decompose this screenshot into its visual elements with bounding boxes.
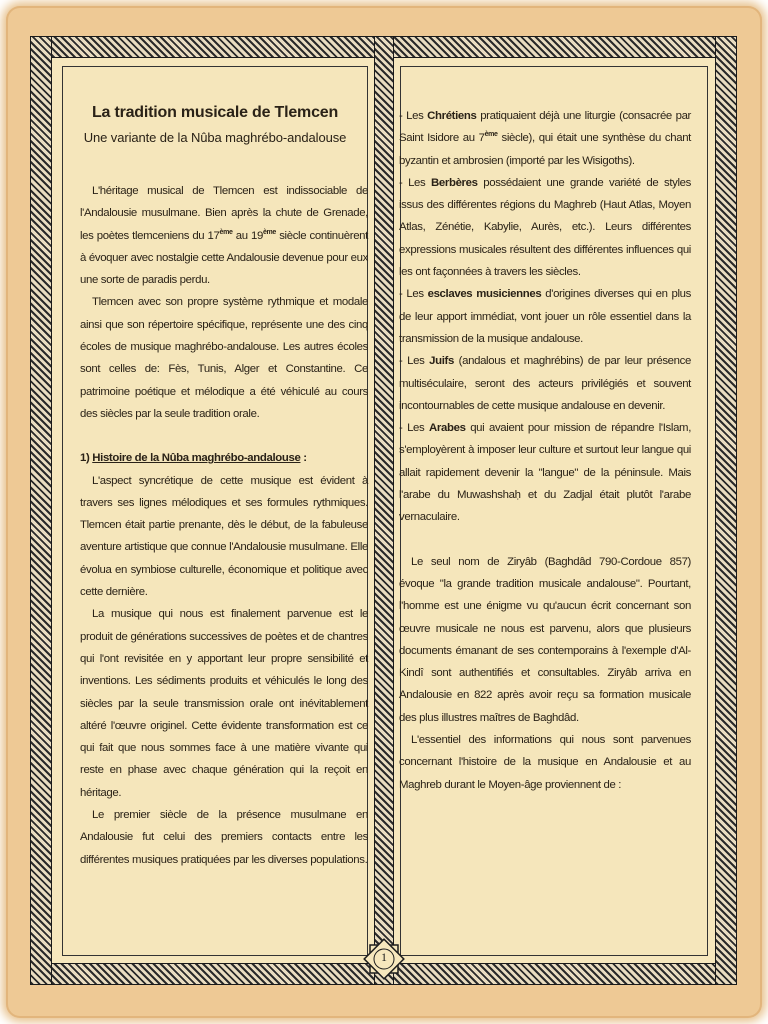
page-subtitle: Une variante de la Nûba maghrébo-andalouse (83, 130, 347, 145)
list-item-berberes: - Les Berbères possédaient une grande variété de styles issus des différentes régions du Maghreb (Haut Atlas, Moyen Atlas, Zénétie, Kabylie, Aurès, etc.). Leurs différentes expressions musicales résultent des différentes influences qui les ont façonnées à travers les siècles. (399, 176, 691, 279)
list-item-arabes: - Les Arabes qui avaient pour mission de répandre l'Islam, s'employèrent à imposer leur culture et surtout leur langue qui allait rapidement devenir la "langue" de la péninsule. Mais l'arabe du Muwashshaḥ et du Zadjal était plutôt l'arabe vernaculaire. (399, 422, 692, 524)
paragraph-schools: Tlemcen avec son propre système rythmique et modale ainsi que son répertoire spécifique, représente une des cinq écoles de musique maghrébo-andalouse. Les autres écoles sont celles de: Fès, Tunis, Alger et Constantine. Ce patrimoine poétique et mélodique a été véhiculé au cours des siècles par la seule tradition orale. (80, 296, 368, 420)
section-heading: 1) Histoire de la Nûba maghrébo-andalouse : (80, 452, 307, 465)
paragraph-syncretic: L'aspect syncrétique de cette musique est évident à travers ses lignes mélodiques et ses formules rythmiques. Tlemcen était partie prenante, dès le début, de la fabuleuse aventure artistique que connue l'Andalousie musulmane. Elle évolua en symbiose culturelle, économique et politique avec cette dernière. (80, 474, 368, 599)
right-column (399, 105, 691, 796)
ornamental-column-divider (374, 36, 394, 985)
list-item-esclaves: - Les esclaves musiciennes d'origines diverses qui en plus de leur apport immédiat, vont jouer un rôle essentiel dans la transmission de la musique andalouse. (399, 288, 692, 345)
ornamental-border-left (30, 36, 52, 985)
paragraph-sources: L'essentiel des informations qui nous sont parvenues concernant l'histoire de la musique en Andalousie et au Maghreb durant le Moyen-âge proviennent de : (399, 734, 691, 791)
page-title: La tradition musicale de Tlemcen (91, 104, 339, 121)
paragraph-generations: La musique qui nous est finalement parvenue est le produit de générations successives de poètes et de chantres qui l'ont revisitée en y apportant leur propre sensibilité et inventions. Les sédiments produits et véhiculés le long des siècles par la seule transmission orale ont inévitablement altéré l'œuvre originel. Cette évidente transformation est ce qui fait que nous sommes face à une matière vivante qui reste en phase avec chaque génération qui la reçoit en héritage. (80, 608, 368, 799)
ornamental-border-right (715, 36, 737, 985)
list-item-juifs: - Les Juifs (andalous et maghrébins) de par leur présence multiséculaire, seront des acteurs privilégiés et souvent incontournables de cette musique andalouse en devenir. (399, 355, 691, 412)
list-item-chretiens: - Les Chrétiens pratiquaient déjà une liturgie (consacrée par Saint Isidore au 7ème siècle), qui était une synthèse du chant byzantin et ambrosien (importé par les Wisigoths). (399, 110, 692, 167)
paragraph-first-century: Le premier siècle de la présence musulmane en Andalousie fut celui des premiers contacts entre les différentes musiques pratiquées par les diverses populations. (80, 809, 368, 866)
paragraph-intro: L'héritage musical de Tlemcen est indissociable de l'Andalousie musulmane. Bien après la chute de Grenade, les poètes tlemceniens du 17ème au 19ème siècle continuèrent à évoquer avec nostalgie cette Andalousie devenue pour eux une sorte de paradis perdu. (80, 185, 368, 287)
page-number: 1 (381, 950, 387, 964)
paragraph-ziryab: Le seul nom de Ziryâb (Baghdâd 790-Cordoue 857) évoque "la grande tradition musicale andalouse". Pourtant, l'homme est une énigme vu qu'aucun écrit concernant son œuvre musicale ne nous est parvenu, alors que plusieurs documents émanant de ses contemporains à l'exemple d'Al-Kindî sont authentifiés et consultables. Ziryâb arriva en Andalousie en 822 après avoir reçu sa formation musicale des plus illustres maîtres de Baghdâd. (399, 555, 691, 724)
left-column (80, 180, 368, 871)
